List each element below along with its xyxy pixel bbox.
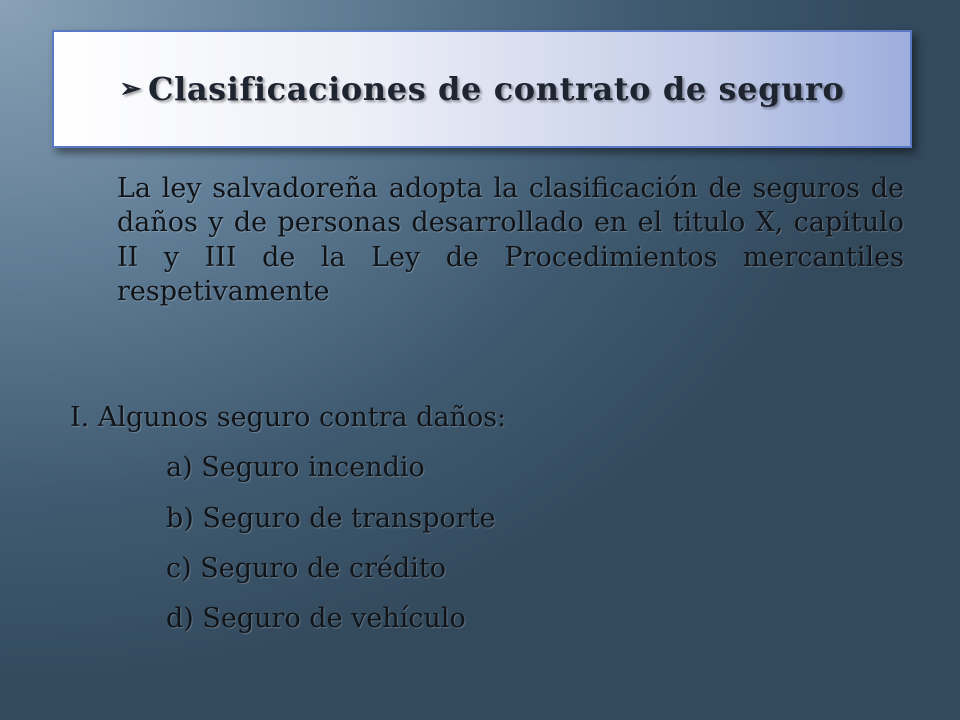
- slide-title-text: Clasificaciones de contrato de seguro: [148, 70, 845, 108]
- slide-title: [120, 70, 845, 108]
- list-item-d: d) Seguro de vehículo: [166, 603, 466, 634]
- arrow-bullet-icon: ➢: [119, 74, 143, 104]
- list-heading: I. Algunos seguro contra daños:: [70, 402, 507, 433]
- intro-paragraph: La ley salvadoreña adopta la clasificación de seguros de daños y de personas desarrollado en el titulo X, capitulo II y III de la Ley de Procedimientos mercantiles respetivamente: [117, 173, 904, 307]
- list-item-a: a) Seguro incendio: [166, 452, 425, 483]
- title-box: [52, 30, 912, 148]
- list-item-c: c) Seguro de crédito: [166, 553, 447, 584]
- list-item-b: b) Seguro de transporte: [166, 503, 496, 534]
